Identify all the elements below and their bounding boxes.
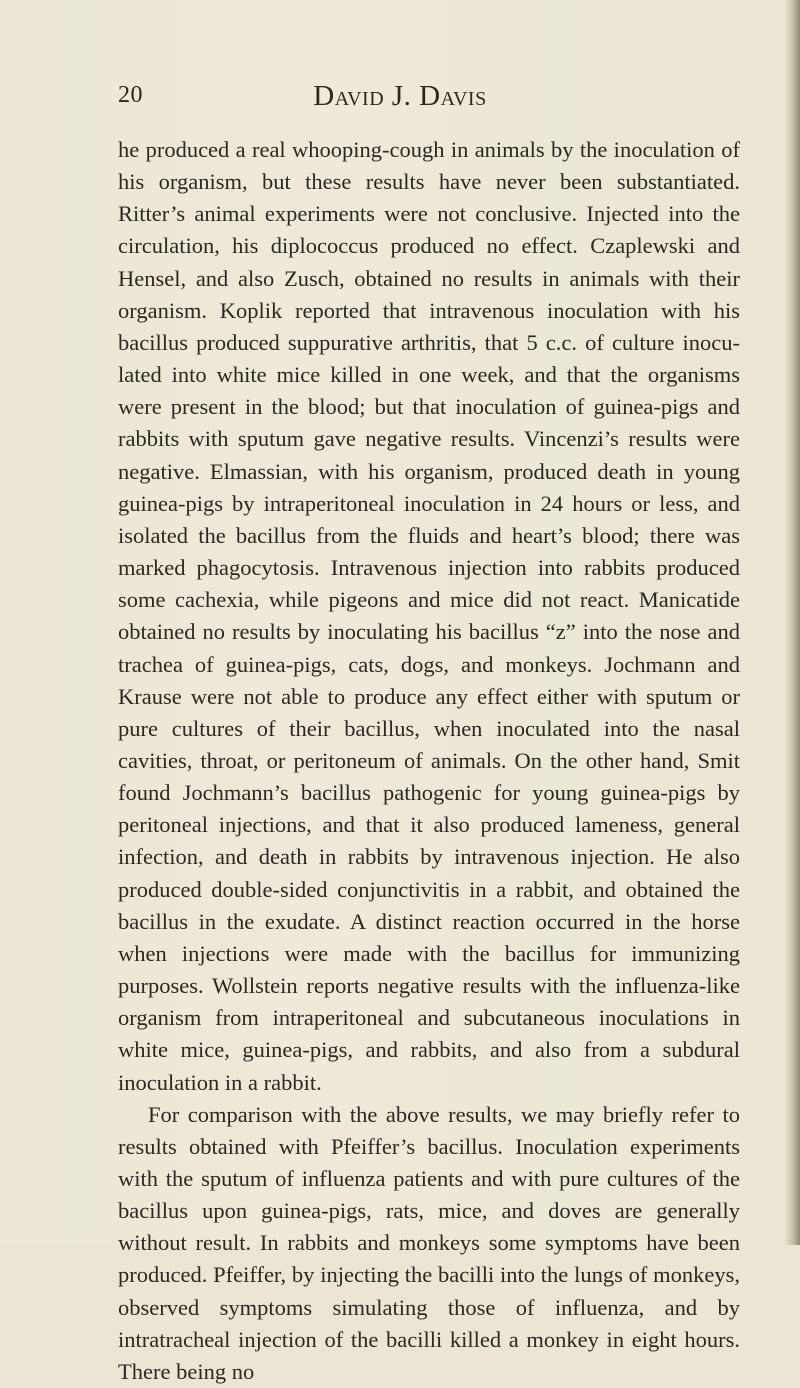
- body-text: [118, 134, 740, 1388]
- paragraph-1: he produced a real whooping-cough in animals by the inoculation of his organism, but these results have never been substantiated. Ritter’s animal experiments were not conclusive. Injected into the circulation, his diplococcus produced no effect. Czaplewski and Hensel, and also Zusch, obtained no results in animals with their organism. Koplik reported that intravenous inoculation with his bacillus produced suppurative arthritis, that 5 c.c. of culture inoculated into white mice killed in one week, and that the organisms were present in the blood; but that inoculation of guinea-pigs and rabbits with sputum gave negative results. Vincenzi’s results were negative. Elmassian, with his organism, produced death in young guinea-pigs by intraperitoneal inoculation in 24 hours or less, and isolated the bacillus from the fluids and heart’s blood; there was marked phagocytosis. Intravenous injection into rabbits produced some cachexia, while pigeons and mice did not react. Manicatide obtained no results by inoculating his bacillus “z” into the nose and trachea of guinea-pigs, cats, dogs, and monkeys. Jochmann and Krause were not able to produce any effect either with sputum or pure cultures of their bacillus, when inoculated into the nasal cavities, throat, or peritoneum of animals. On the other hand, Smit found Jochmann’s bacillus pathogenic for young guinea-pigs by peritoneal injections, and that it also produced lameness, general infection, and death in rabbits by intravenous injection. He also produced double-sided conjunctivitis in a rabbit, and obtained the bacillus in the exudate. A distinct reaction occurred in the horse when injections were made with the bacillus for immunizing purposes. Wollstein reports negative results with the influenza-like organism from intraperitoneal and subcutaneous inoculations in white mice, guinea-pigs, and rabbits, and also from a subdural inoculation in a rabbit.: [118, 137, 740, 1095]
- running-head-author: David J. Davis: [313, 80, 487, 112]
- page-number: 20: [118, 82, 143, 108]
- running-head: [0, 80, 800, 113]
- page-edge-shadow: [784, 0, 800, 1245]
- paragraph-2: For comparison with the above results, we may briefly refer to results obtained with Pfeiffer’s bacillus. Inoculation experiments with the sputum of influenza patients and with pure cultures of the bacillus upon guinea-pigs, rats, mice, and doves are generally without result. In rabbits and monkeys some symptoms have been produced. Pfeiffer, by injecting the bacilli into the lungs of monkeys, observed symptoms simulating those of influenza, and by intratracheal injection of the bacilli killed a monkey in eight hours. There being no: [118, 1101, 740, 1384]
